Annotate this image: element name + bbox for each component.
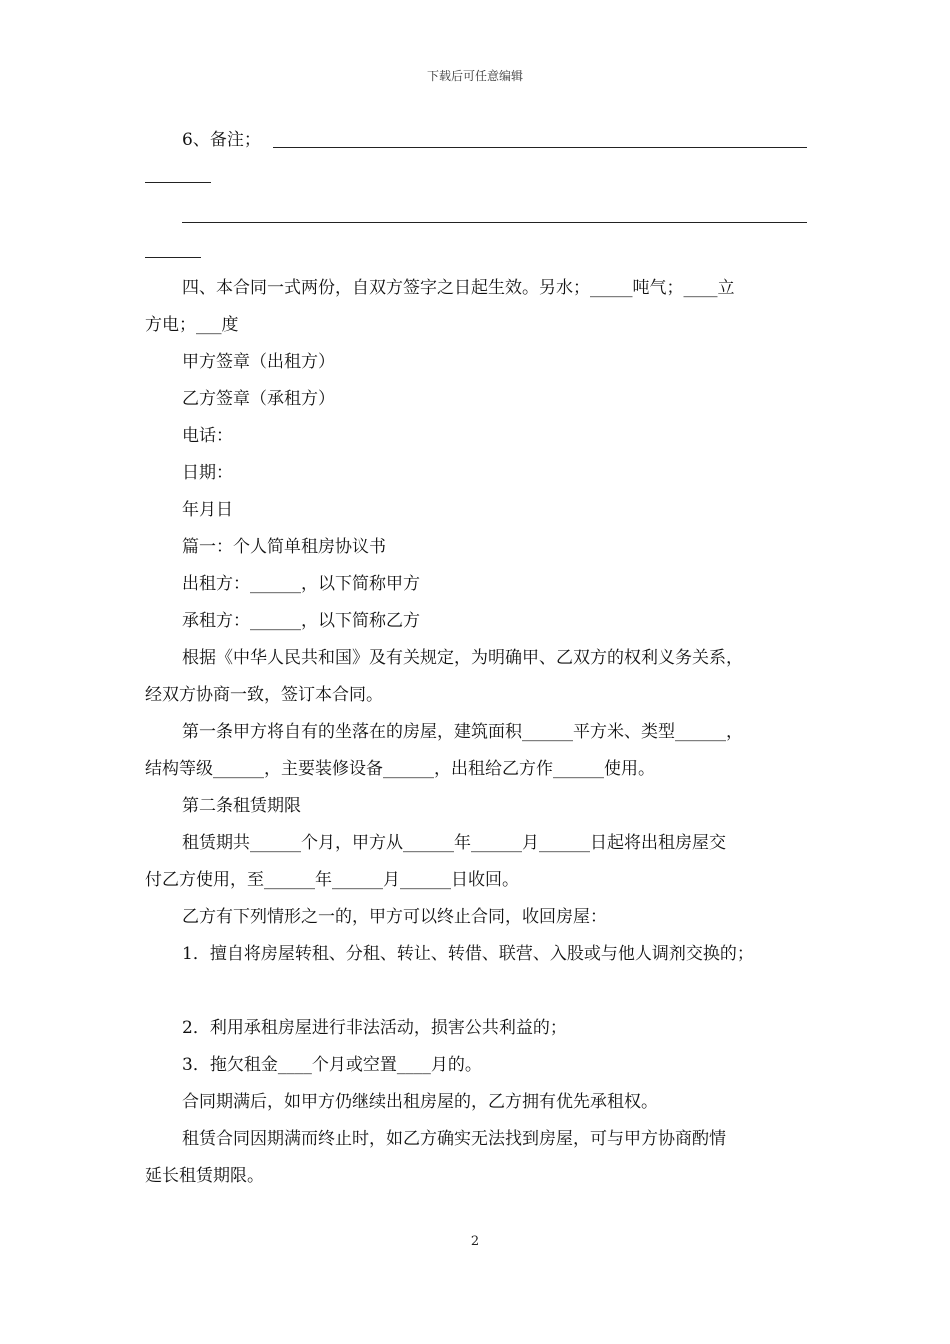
- phone-field: 电话：: [182, 426, 233, 446]
- basis-line-2: 经双方协商一致，签订本合同。: [145, 685, 383, 705]
- blank-spacer: [145, 973, 807, 1010]
- document-body: [145, 122, 807, 1195]
- remark-underline-3: [182, 222, 807, 223]
- article-one-line-2: 结构等级______，主要装修设备______，出租给乙方作______使用。: [145, 759, 655, 779]
- lease-term-line-1: 租赁期共______个月，甲方从______年______月______日起将出租房屋交: [182, 833, 726, 853]
- date-field: 日期：: [182, 463, 233, 483]
- extension-line-2: 延长租赁期限。: [145, 1166, 264, 1186]
- remark-underline-1: [273, 147, 807, 148]
- lessor-line: 出租方：______，以下简称甲方: [182, 574, 420, 594]
- remark-underline-4: [145, 257, 201, 258]
- remark-continuation: [145, 159, 807, 196]
- termination-item-3: 3．拖欠租金____个月或空置____月的。: [182, 1055, 482, 1075]
- lessee-line: 承租方：______，以下简称乙方: [182, 611, 420, 631]
- remark-underline-2: [145, 182, 211, 183]
- remark-continuation-2: [145, 233, 807, 270]
- remark-line-2: [145, 196, 807, 233]
- remark-line: [145, 122, 807, 159]
- renewal-priority: 合同期满后，如甲方仍继续出租房屋的，乙方拥有优先承租权。: [182, 1092, 658, 1112]
- termination-intro: 乙方有下列情形之一的，甲方可以终止合同，收回房屋：: [182, 907, 607, 927]
- termination-item-1: 1．擅自将房屋转租、分租、转让、转借、联营、入股或与他人调剂交换的；: [182, 944, 754, 964]
- extension-line-1: 租赁合同因期满而终止时，如乙方确实无法找到房屋，可与甲方协商酌情: [182, 1129, 726, 1149]
- page-header: 下载后可任意编辑: [426, 69, 523, 83]
- article-two-title: 第二条租赁期限: [182, 796, 301, 816]
- remark-label: 6、备注；: [182, 130, 261, 150]
- page-number: 2: [470, 1234, 480, 1249]
- termination-item-2: 2．利用承租房屋进行非法活动，损害公共利益的；: [182, 1018, 567, 1038]
- year-month-day: 年月日: [182, 500, 233, 520]
- article-one-line-1: 第一条甲方将自有的坐落在的房屋，建筑面积______平方米、类型______，: [182, 722, 743, 742]
- party-b-signature: 乙方签章（承租方）: [182, 389, 335, 409]
- basis-line-1: 根据《中华人民共和国》及有关规定，为明确甲、乙双方的权利义务关系，: [182, 648, 743, 668]
- clause-four-line-2: 方电；___度: [145, 315, 239, 335]
- lease-term-line-2: 付乙方使用，至______年______月______日收回。: [145, 870, 519, 890]
- clause-four-line-1: 四、本合同一式两份，自双方签字之日起生效。另水；_____吨气；____立: [182, 278, 735, 298]
- chapter-title: 篇一：个人简单租房协议书: [182, 537, 386, 557]
- party-a-signature: 甲方签章（出租方）: [182, 352, 335, 372]
